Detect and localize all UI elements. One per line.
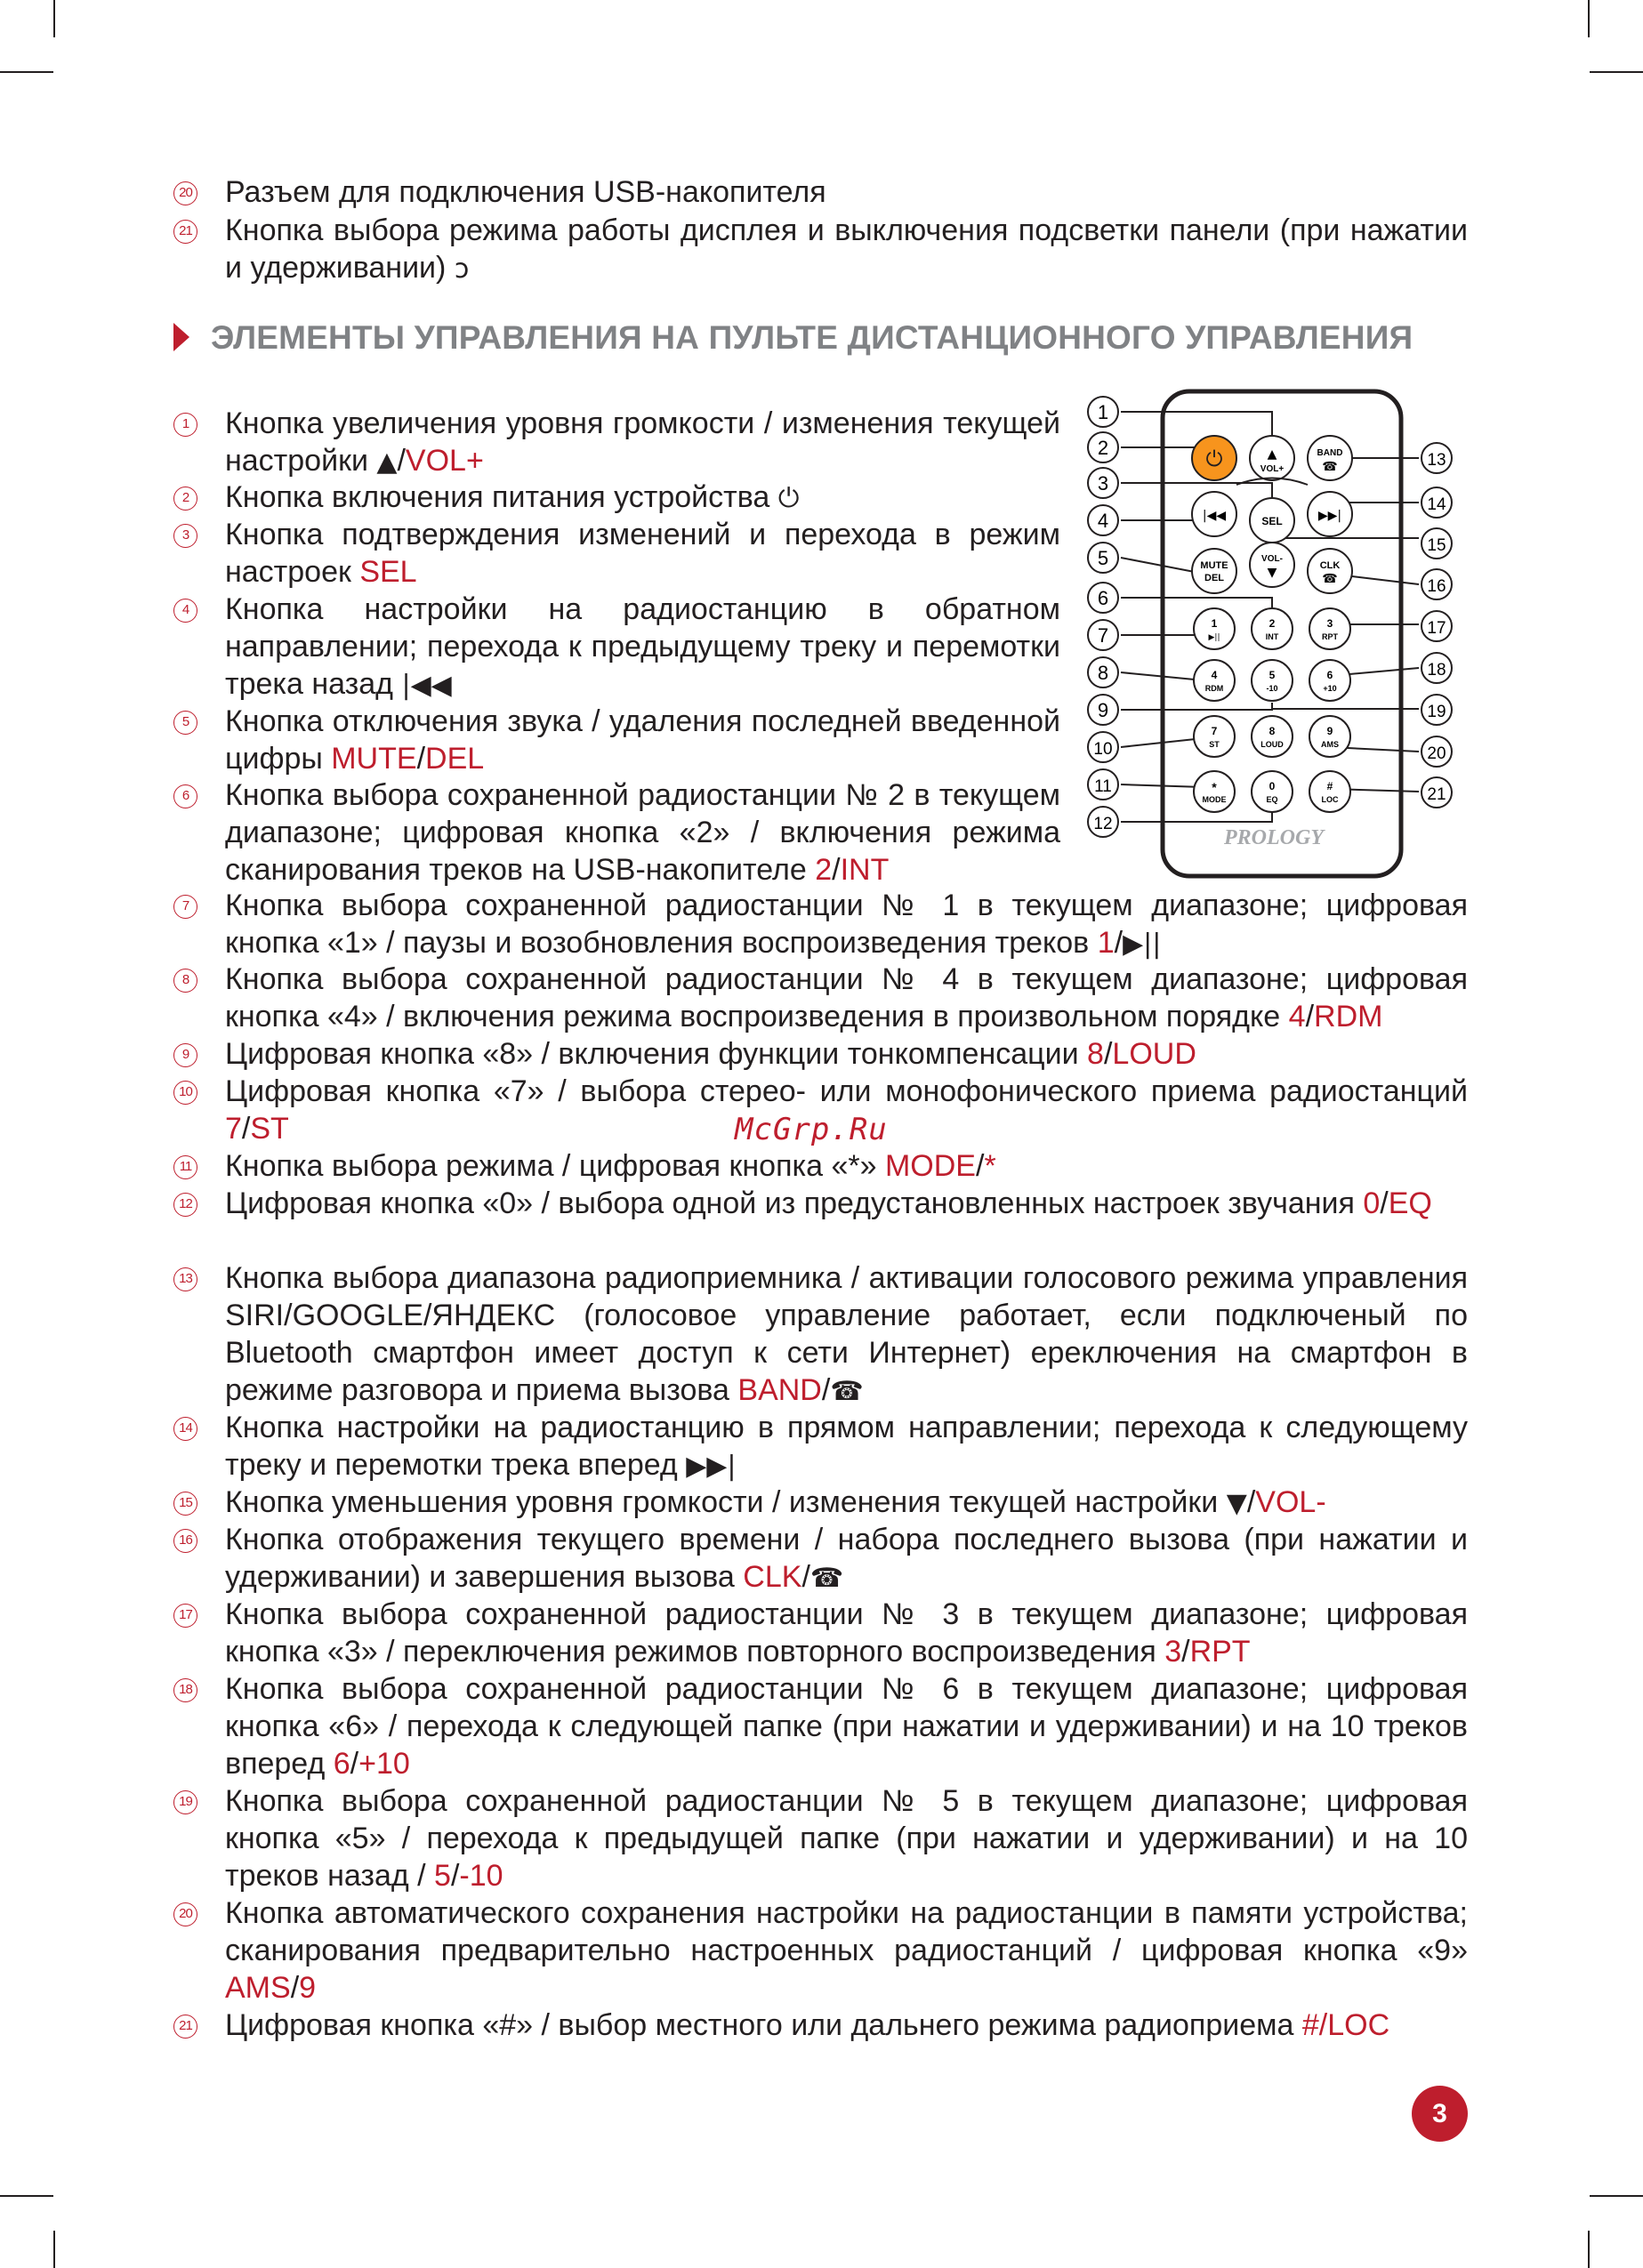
item-text: Цифровая кнопка «#» / выбор местного или дальнего режима радиоприема bbox=[225, 2008, 1302, 2042]
callout-21: 21 bbox=[1427, 785, 1446, 804]
svg-text:LOUD: LOUD bbox=[1260, 740, 1284, 749]
item-number: 9 bbox=[173, 1043, 197, 1067]
item-number: 1 bbox=[173, 413, 197, 437]
separator: / bbox=[1380, 1186, 1389, 1220]
separator: / bbox=[450, 1859, 460, 1893]
svg-text:CLK: CLK bbox=[1319, 560, 1341, 571]
svg-text:AMS: AMS bbox=[1321, 740, 1339, 749]
callout-18: 18 bbox=[1427, 661, 1446, 680]
item-number: 8 bbox=[173, 969, 197, 993]
separator: / bbox=[801, 1560, 810, 1594]
button-code: AMS bbox=[225, 1971, 291, 2005]
item-number: 13 bbox=[173, 1267, 197, 1291]
crop-mark bbox=[1588, 0, 1590, 37]
item-number: 15 bbox=[173, 1492, 197, 1516]
item-text: Цифровая кнопка «8» / включения функции тонкомпенсации bbox=[225, 1037, 1088, 1071]
button-code: MUTE bbox=[331, 742, 417, 776]
button-code: VOL- bbox=[1255, 1485, 1326, 1519]
button-code-secondary: RPT bbox=[1189, 1635, 1251, 1669]
item-number: 20 bbox=[173, 1902, 197, 1926]
item-text: Кнопка настройки на радиостанцию в прямом направлении; перехода к следующему треку и перемотки трека вперед bbox=[225, 1411, 1468, 1482]
item-number: 19 bbox=[173, 1790, 197, 1814]
svg-text:BAND: BAND bbox=[1317, 448, 1343, 458]
list-item bbox=[173, 173, 1468, 211]
svg-text:6: 6 bbox=[1326, 669, 1333, 681]
item-number: 5 bbox=[173, 711, 197, 735]
callout-20: 20 bbox=[1427, 744, 1446, 763]
svg-text:VOL+: VOL+ bbox=[1260, 464, 1285, 474]
item-number: 17 bbox=[173, 1604, 197, 1628]
callout-7: 7 bbox=[1097, 624, 1109, 647]
svg-text:INT: INT bbox=[1265, 632, 1279, 641]
separator: / bbox=[1305, 1000, 1315, 1033]
item-number: 21 bbox=[173, 220, 197, 244]
callout-11: 11 bbox=[1094, 777, 1112, 796]
button-symbol-icon: ▼ bbox=[1226, 1488, 1247, 1519]
separator: / bbox=[1103, 1037, 1113, 1071]
item-number: 4 bbox=[173, 599, 197, 623]
svg-text:7: 7 bbox=[1211, 725, 1218, 737]
button-code-secondary: EQ bbox=[1388, 1186, 1432, 1220]
button-code-secondary: +10 bbox=[358, 1747, 410, 1781]
svg-text:0: 0 bbox=[1268, 780, 1276, 792]
button-symbol-icon: ⏻ bbox=[777, 483, 800, 514]
button-code: 4 bbox=[1288, 1000, 1306, 1033]
crop-mark bbox=[1590, 71, 1643, 73]
item-text: Кнопка автоматического сохранения настройки на радиостанции в памяти устройства; сканирования предварительно настроенных радиостанций / цифровая кнопка «9» bbox=[225, 1896, 1468, 1967]
button-code: 7 bbox=[225, 1112, 242, 1146]
item-number: 14 bbox=[173, 1417, 197, 1441]
svg-text:MUTE: MUTE bbox=[1200, 560, 1228, 571]
svg-text:SEL: SEL bbox=[1261, 515, 1283, 527]
svg-text:|◀◀: |◀◀ bbox=[1202, 509, 1227, 523]
left-callouts bbox=[1088, 397, 1118, 837]
svg-text:LOC: LOC bbox=[1321, 795, 1339, 804]
item-text: Кнопка выбора сохраненной радиостанции № 5 в текущем диапазоне; цифровая кнопка «5» / перехода к предыдущей папке (при нажатии и удерживании) и на 10 треков назад / bbox=[225, 1784, 1468, 1893]
svg-text:☎: ☎ bbox=[1322, 460, 1338, 474]
button-code: BAND bbox=[737, 1373, 822, 1407]
display-mode-icon: ↄ bbox=[454, 253, 470, 285]
item-text: Кнопка включения питания устройства bbox=[225, 480, 778, 514]
section-heading bbox=[173, 316, 1463, 360]
item-text: Кнопка уменьшения уровня громкости / изменения текущей настройки bbox=[225, 1485, 1227, 1519]
separator: / bbox=[1181, 1635, 1190, 1669]
button-code-secondary: -10 bbox=[459, 1859, 503, 1893]
button-code: CLK bbox=[743, 1560, 802, 1594]
item-text: Разъем для подключения USB-накопителя bbox=[225, 175, 826, 209]
item-text: Кнопка выбора сохраненной радиостанции № 2 в текущем диапазоне; цифровая кнопка «2» / включения режима сканирования треков на USB-накопителе bbox=[225, 778, 1060, 887]
item-number: 2 bbox=[173, 487, 197, 511]
svg-text:#: # bbox=[1326, 780, 1333, 792]
svg-text:▲: ▲ bbox=[1267, 447, 1277, 462]
item-number: 21 bbox=[173, 2015, 197, 2039]
item-number: 18 bbox=[173, 1678, 197, 1702]
svg-text:▶||: ▶|| bbox=[1208, 633, 1220, 642]
callout-3: 3 bbox=[1097, 472, 1109, 495]
svg-text:VOL-: VOL- bbox=[1261, 554, 1283, 564]
separator: / bbox=[1114, 926, 1124, 960]
button-code: 1 bbox=[1097, 926, 1115, 960]
triangle-bullet-icon bbox=[173, 323, 189, 351]
callout-14: 14 bbox=[1427, 495, 1446, 514]
crop-mark bbox=[0, 2195, 53, 2197]
item-number: 10 bbox=[173, 1081, 197, 1105]
svg-text:RPT: RPT bbox=[1322, 632, 1338, 641]
button-code-secondary: DEL bbox=[425, 742, 485, 776]
remote-clk-button bbox=[1308, 549, 1352, 593]
callout-2: 2 bbox=[1097, 437, 1109, 459]
item-text: Кнопка выбора сохраненной радиостанции № 3 в текущем диапазоне; цифровая кнопка «3» / переключения режимов повторного воспроизведения bbox=[225, 1597, 1468, 1669]
item-text: Кнопка отключения звука / удаления последней введенной цифры bbox=[225, 704, 1060, 776]
list-item bbox=[173, 212, 1468, 286]
remote-vol-minus-button bbox=[1250, 543, 1294, 587]
callout-6: 6 bbox=[1097, 587, 1109, 609]
button-symbol-icon: |◀◀ bbox=[401, 670, 452, 701]
crop-mark bbox=[0, 71, 53, 73]
power-icon: ⏻ bbox=[1205, 446, 1223, 471]
button-code: 2 bbox=[815, 853, 833, 887]
separator: / bbox=[350, 1747, 359, 1781]
separator: / bbox=[290, 1971, 300, 2005]
item-text: Кнопка выбора режима / цифровая кнопка «*» bbox=[225, 1149, 885, 1183]
button-code: #/LOC bbox=[1301, 2008, 1390, 2042]
svg-text:*: * bbox=[1212, 780, 1217, 794]
button-symbol-icon: ▶▶| bbox=[686, 1451, 737, 1482]
svg-text:▼: ▼ bbox=[1267, 566, 1277, 580]
remote-mute-button bbox=[1192, 549, 1236, 593]
remote-svg bbox=[1076, 387, 1459, 885]
callout-5: 5 bbox=[1097, 547, 1109, 569]
button-symbol-icon: ☎ bbox=[809, 1563, 844, 1594]
button-code: SEL bbox=[359, 555, 417, 589]
separator: / bbox=[832, 853, 841, 887]
svg-text:☎: ☎ bbox=[1322, 572, 1338, 586]
svg-text:EQ: EQ bbox=[1266, 795, 1278, 804]
button-code-secondary: INT bbox=[840, 853, 890, 887]
svg-text:-10: -10 bbox=[1266, 684, 1278, 693]
button-code-secondary: LOUD bbox=[1112, 1037, 1196, 1071]
callout-9: 9 bbox=[1097, 699, 1109, 721]
button-code: MODE bbox=[884, 1149, 976, 1183]
item-text: Кнопка выбора режима работы дисплея и выключения подсветки панели (при нажатии и удерживании) bbox=[225, 213, 1468, 285]
svg-text:5: 5 bbox=[1268, 669, 1276, 681]
item-text: Цифровая кнопка «7» / выбора стерео- или монофонического приема радиостанций bbox=[225, 1074, 1468, 1108]
crop-mark bbox=[53, 2231, 55, 2268]
item-number: 20 bbox=[173, 181, 197, 205]
button-code: 6 bbox=[333, 1747, 350, 1781]
page-number: 3 bbox=[1412, 2086, 1468, 2142]
item-text: Кнопка выбора сохраненной радиостанции № 4 в текущем диапазоне; цифровая кнопка «4» / включения режима воспроизведения в произвольном порядке bbox=[225, 962, 1468, 1033]
callout-12: 12 bbox=[1093, 815, 1113, 833]
button-code-secondary: * bbox=[984, 1149, 996, 1183]
separator: / bbox=[397, 444, 406, 478]
remote-brand-logo: PROLOGY bbox=[1224, 826, 1324, 849]
button-code-secondary: RDM bbox=[1314, 1000, 1383, 1033]
button-code-secondary: 9 bbox=[299, 1971, 317, 2005]
svg-text:ST: ST bbox=[1209, 740, 1220, 749]
item-number: 12 bbox=[173, 1193, 197, 1217]
item-number: 7 bbox=[173, 895, 197, 919]
item-text: Кнопка увеличения уровня громкости / изменения текущей настройки bbox=[225, 406, 1060, 478]
button-code: 0 bbox=[1363, 1186, 1381, 1220]
separator: / bbox=[416, 742, 426, 776]
callout-10: 10 bbox=[1093, 740, 1113, 759]
callout-17: 17 bbox=[1427, 619, 1446, 638]
button-code: 3 bbox=[1164, 1635, 1182, 1669]
button-code: 8 bbox=[1087, 1037, 1104, 1071]
button-code-secondary: ST bbox=[250, 1112, 289, 1146]
button-code: 5 bbox=[434, 1859, 451, 1893]
callout-19: 19 bbox=[1427, 703, 1446, 721]
item-number: 16 bbox=[173, 1529, 197, 1553]
item-text: Кнопка выбора диапазона радиоприемника / активации голосового режима управления SIRI/GOOGLE/ЯНДЕКС (голосовое управление работает, если подключеный по Bluetooth смартфон имеет доступ к сети Интернет) ереключения на смартфон в режиме разговора и приема вызова bbox=[225, 1261, 1468, 1407]
crop-mark bbox=[53, 0, 55, 37]
svg-text:MODE: MODE bbox=[1202, 795, 1227, 804]
button-symbol-icon: ☎ bbox=[830, 1376, 864, 1407]
svg-text:2: 2 bbox=[1268, 617, 1276, 630]
item-number: 3 bbox=[173, 524, 197, 548]
item-number: 6 bbox=[173, 784, 197, 808]
item-text: Кнопка подтверждения изменений и перехода в режим настроек bbox=[225, 518, 1060, 589]
separator: / bbox=[975, 1149, 985, 1183]
button-symbol-icon: ▶|| bbox=[1123, 929, 1162, 960]
crop-mark bbox=[1588, 2231, 1590, 2268]
callout-8: 8 bbox=[1097, 662, 1109, 684]
svg-text:DEL: DEL bbox=[1204, 573, 1224, 583]
callout-15: 15 bbox=[1427, 536, 1446, 555]
button-code: VOL+ bbox=[405, 444, 484, 478]
svg-text:3: 3 bbox=[1326, 617, 1333, 630]
crop-mark bbox=[1590, 2195, 1643, 2197]
section-title: ЭЛЕМЕНТЫ УПРАВЛЕНИЯ НА ПУЛЬТЕ ДИСТАНЦИОННОГО УПРАВЛЕНИЯ bbox=[211, 319, 1413, 356]
svg-text:1: 1 bbox=[1211, 617, 1218, 630]
separator: / bbox=[241, 1112, 251, 1146]
right-callouts bbox=[1422, 443, 1452, 808]
svg-text:+10: +10 bbox=[1323, 684, 1337, 693]
item-number: 11 bbox=[173, 1155, 197, 1179]
remote-control-illustration bbox=[1076, 387, 1459, 885]
item-text: Кнопка выбора сохраненной радиостанции № 1 в текущем диапазоне; цифровая кнопка «1» / паузы и возобновления воспроизведения треков bbox=[225, 889, 1468, 960]
svg-text:9: 9 bbox=[1326, 725, 1333, 737]
item-text: Кнопка выбора сохраненной радиостанции № 6 в текущем диапазоне; цифровая кнопка «6» / перехода к следующей папке (при нажатии и удерживании) и на 10 треков вперед bbox=[225, 1672, 1468, 1781]
item-text: Цифровая кнопка «0» / выбора одной из предустановленных настроек звучания bbox=[225, 1186, 1364, 1220]
svg-text:▶▶|: ▶▶| bbox=[1317, 509, 1342, 523]
callout-16: 16 bbox=[1427, 577, 1446, 596]
item-text: Кнопка настройки на радиостанцию в обратном направлении; перехода к предыдущему треку и перемотки трека назад bbox=[225, 592, 1060, 701]
separator: / bbox=[1246, 1485, 1256, 1519]
callout-13: 13 bbox=[1427, 451, 1446, 470]
svg-text:4: 4 bbox=[1211, 669, 1218, 681]
svg-text:8: 8 bbox=[1268, 725, 1276, 737]
callout-1: 1 bbox=[1097, 401, 1109, 423]
item-text: Кнопка отображения текущего времени / набора последнего вызова (при нажатии и удерживании) и завершения вызова bbox=[225, 1523, 1468, 1594]
callout-4: 4 bbox=[1097, 510, 1109, 532]
watermark: McGrp.Ru bbox=[735, 1112, 888, 1147]
svg-text:RDM: RDM bbox=[1204, 684, 1224, 693]
button-symbol-icon: ▲ bbox=[376, 446, 398, 478]
separator: / bbox=[821, 1373, 831, 1407]
